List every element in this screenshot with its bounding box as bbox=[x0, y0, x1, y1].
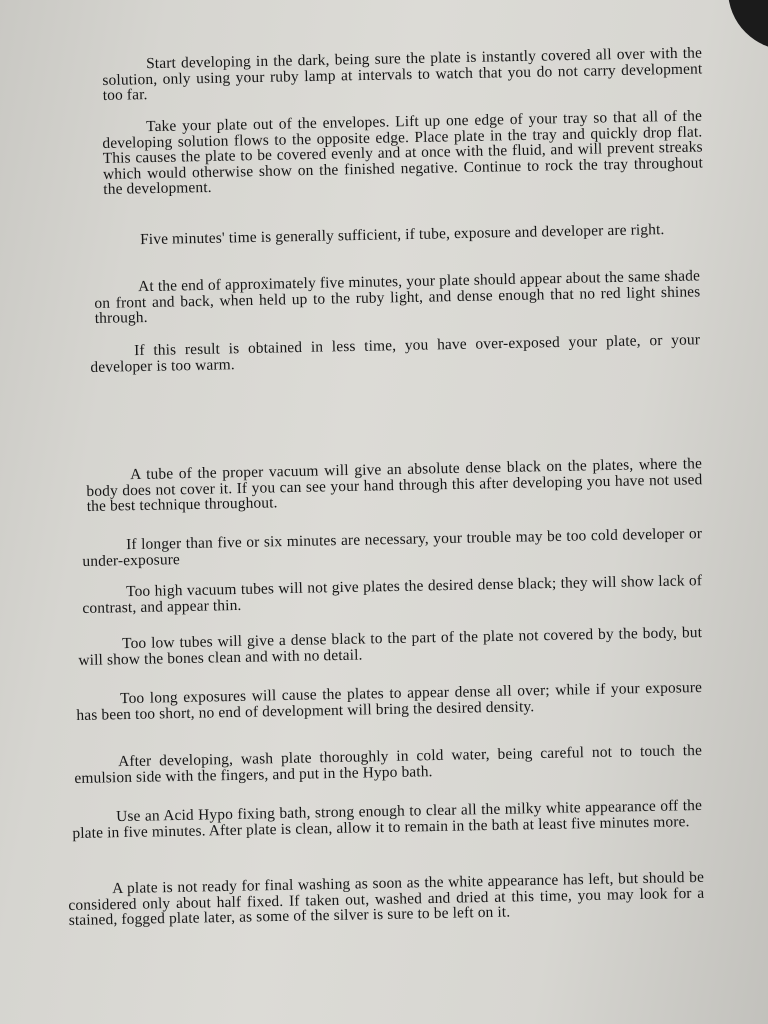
paragraph-end-of-five-minutes: At the end of approximately five minutes, your plate should appear about the same shade on front and back, when held up to the ruby light, and dense enough that no red light shines through. bbox=[94, 267, 701, 328]
paragraph-start-developing: Start developing in the dark, being sure the plate is instantly covered all over with the solution, only using your ruby lamp at intervals to watch that you do not carry development too far. bbox=[102, 44, 703, 105]
paragraph-over-exposed: If this result is obtained in less time, you have over-exposed your plate, or your developer is too warm. bbox=[90, 331, 701, 376]
paragraph-under-exposure: If longer than five or six minutes are necessary, your trouble may be too cold developer or under-exposure bbox=[82, 525, 703, 570]
paragraph-take-plate-out: Take your plate out of the envelopes. Lift up one edge of your tray so that all of the developing solution flows to the opposite edge. Place plate in the tray and quickly drop flat. This causes the plate to be covered evenly and at once with the fluid, and will prevent streaks which would otherwise show on the finished negative. Continue to rock the tray throughout the development. bbox=[102, 107, 704, 199]
paragraph-five-minutes: Five minutes' time is generally sufficient, if tube, exposure and developer are right. bbox=[139, 221, 665, 249]
page-corner-shadow bbox=[728, 0, 768, 50]
paragraph-proper-vacuum: A tube of the proper vacuum will give an absolute dense black on the plates, where the body does not cover it. If you can see your hand through this after developing you have not used the best technique throughout. bbox=[86, 455, 703, 516]
paragraph-high-vacuum: Too high vacuum tubes will not give plates the desired dense black; they will show lack of contrast, and appear thin. bbox=[82, 572, 703, 617]
paragraph-wash-plate: After developing, wash plate thoroughly in cold water, being careful not to touch the emulsion side with the fingers, and put in the Hypo bath. bbox=[74, 741, 703, 787]
paragraph-long-exposures: Too long exposures will cause the plates to appear dense all over; while if your exposure has been too short, no end of development will bring the desired density. bbox=[76, 678, 703, 724]
paragraph-low-tubes: Too low tubes will give a dense black to the part of the plate not covered by the body, but will show the bones clean and with no detail. bbox=[78, 624, 703, 669]
paragraph-final-washing: A plate is not ready for final washing as soon as the white appearance has left, but should be considered only about half fixed. If taken out, washed and dried at this time, you may look for a stained, fogged plate later, as some of the silver is sure to be left on it. bbox=[68, 868, 705, 930]
paragraph-acid-hypo: Use an Acid Hypo fixing bath, strong enough to clear all the milky white appearance off the plate in five minutes. After plate is clean, allow it to remain in the bath at least five minutes more. bbox=[72, 796, 703, 842]
